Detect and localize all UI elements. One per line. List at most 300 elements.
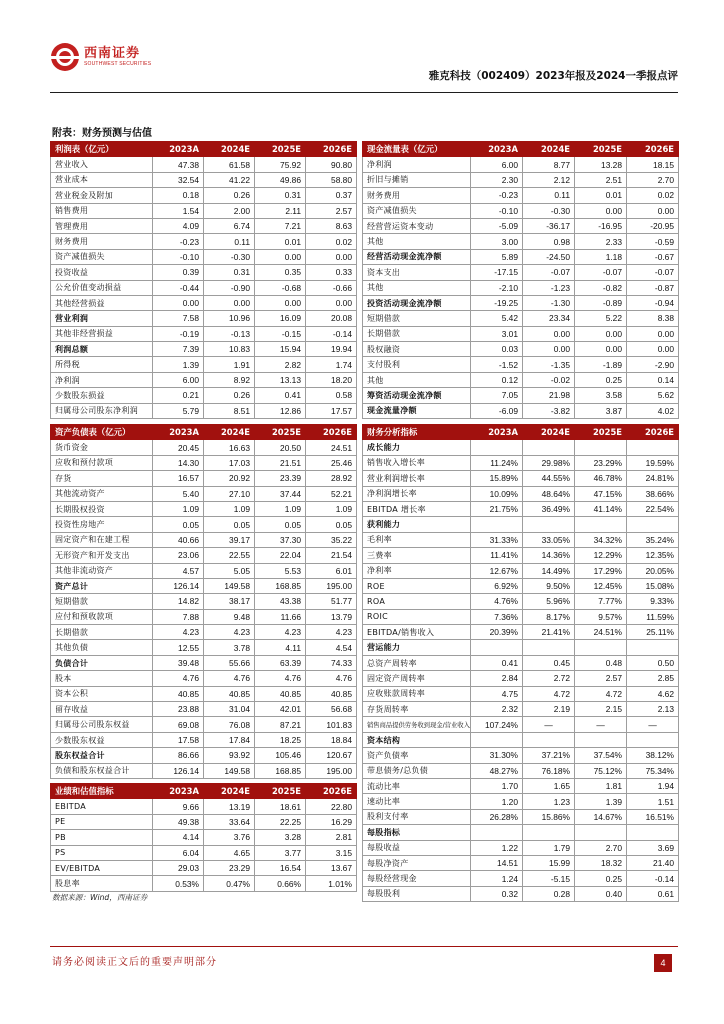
row-value: -16.95: [575, 218, 627, 233]
row-value: 1.91: [204, 357, 255, 372]
row-value: 29.98%: [523, 455, 575, 470]
row-value: 14.67%: [575, 809, 627, 824]
row-value: 0.41: [471, 655, 523, 670]
table-row: [363, 455, 679, 470]
row-label: 股本: [51, 671, 153, 686]
row-value: 4.14: [153, 830, 204, 845]
table-row: [51, 157, 357, 172]
row-value: 4.23: [153, 625, 204, 640]
row-value: 0.00: [575, 342, 627, 357]
row-value: -1.30: [523, 295, 575, 310]
row-value: 0.32: [471, 886, 523, 901]
row-value: 11.24%: [471, 455, 523, 470]
row-value: 0.00: [306, 295, 357, 310]
row-value: 4.65: [204, 845, 255, 860]
row-label: 总资产周转率: [363, 655, 471, 670]
table-row: [51, 830, 357, 845]
row-value: 3.78: [204, 640, 255, 655]
row-label: 支付股利: [363, 357, 471, 372]
table-row: [363, 532, 679, 547]
row-value: 8.77: [523, 157, 575, 172]
row-label: 无形资产和开发支出: [51, 548, 153, 563]
row-label: 每股股利: [363, 886, 471, 901]
row-value: [471, 732, 523, 747]
row-label: 其他非流动资产: [51, 563, 153, 578]
table-row: [363, 871, 679, 886]
row-value: 168.85: [255, 578, 306, 593]
row-value: 5.96%: [523, 594, 575, 609]
table-row: [51, 625, 357, 640]
table-row: [51, 532, 357, 547]
row-value: 8.92: [204, 372, 255, 387]
row-value: -0.82: [575, 280, 627, 295]
row-value: 3.76: [204, 830, 255, 845]
row-label: 营业成本: [51, 172, 153, 187]
row-value: 0.00: [627, 326, 679, 341]
row-value: -0.07: [523, 265, 575, 280]
row-value: 16.57: [153, 471, 204, 486]
row-value: [523, 440, 575, 455]
row-value: 4.76: [204, 671, 255, 686]
row-value: 37.54%: [575, 748, 627, 763]
row-value: 1.54: [153, 203, 204, 218]
row-value: 0.12: [471, 372, 523, 387]
row-label: EBITDA: [51, 799, 153, 814]
row-value: 4.11: [255, 640, 306, 655]
row-label: 带息债务/总负债: [363, 763, 471, 778]
row-value: 34.32%: [575, 532, 627, 547]
row-value: [523, 640, 575, 655]
row-value: 1.18: [575, 249, 627, 264]
row-value: 15.94: [255, 342, 306, 357]
table-row: [51, 295, 357, 310]
row-value: 75.34%: [627, 763, 679, 778]
year-column-header: 2024E: [204, 425, 255, 440]
row-label: 其他: [363, 280, 471, 295]
row-value: 0.25: [575, 372, 627, 387]
year-column-header: 2023A: [153, 784, 204, 799]
row-value: 0.47%: [204, 876, 255, 891]
row-value: 7.58: [153, 311, 204, 326]
row-value: 17.58: [153, 732, 204, 747]
row-label: 存货周转率: [363, 702, 471, 717]
table-row: [363, 655, 679, 670]
row-label: 股息率: [51, 876, 153, 891]
row-value: 0.26: [204, 188, 255, 203]
row-value: 21.98: [523, 388, 575, 403]
footer-divider: [50, 946, 678, 947]
row-value: [523, 825, 575, 840]
row-value: 1.09: [153, 501, 204, 516]
row-value: 0.31: [204, 265, 255, 280]
table-row: [51, 640, 357, 655]
row-value: -0.10: [471, 203, 523, 218]
table-title-header: 财务分析指标: [363, 425, 471, 440]
row-label: 经营营运资本变动: [363, 218, 471, 233]
year-column-header: 2023A: [471, 142, 523, 157]
table-row: [363, 486, 679, 501]
row-label: 固定资产和在建工程: [51, 532, 153, 547]
row-value: -0.44: [153, 280, 204, 295]
row-value: [627, 440, 679, 455]
row-label: 长期借款: [51, 625, 153, 640]
row-value: —: [575, 717, 627, 732]
cash-flow-table: [362, 141, 679, 419]
row-value: -1.89: [575, 357, 627, 372]
row-value: 1.09: [255, 501, 306, 516]
row-label: EV/EBITDA: [51, 860, 153, 875]
row-value: 20.45: [153, 440, 204, 455]
row-value: 0.00: [204, 295, 255, 310]
row-value: [575, 732, 627, 747]
row-value: 2.19: [523, 702, 575, 717]
row-value: 76.08: [204, 717, 255, 732]
row-value: 35.24%: [627, 532, 679, 547]
row-value: 1.51: [627, 794, 679, 809]
table-row: [51, 594, 357, 609]
row-value: 195.00: [306, 578, 357, 593]
row-value: 2.57: [306, 203, 357, 218]
table-row: [51, 860, 357, 875]
year-column-header: 2023A: [153, 425, 204, 440]
row-label: 毛利率: [363, 532, 471, 547]
table-row: [363, 403, 679, 418]
row-value: 1.09: [204, 501, 255, 516]
row-value: 0.01: [255, 234, 306, 249]
table-row: [363, 295, 679, 310]
row-value: 21.54: [306, 548, 357, 563]
table-row: [51, 203, 357, 218]
row-value: 0.45: [523, 655, 575, 670]
row-value: 42.01: [255, 702, 306, 717]
row-value: -0.89: [575, 295, 627, 310]
table-row: [363, 265, 679, 280]
table-row: [363, 855, 679, 870]
table-title-header: 资产负债表（亿元）: [51, 425, 153, 440]
row-value: [471, 640, 523, 655]
table-row: [363, 748, 679, 763]
row-label: 所得税: [51, 357, 153, 372]
row-value: 0.26: [204, 388, 255, 403]
row-value: 3.15: [306, 845, 357, 860]
table-row: [363, 809, 679, 824]
row-value: 20.08: [306, 311, 357, 326]
row-value: 14.36%: [523, 548, 575, 563]
row-label: 资产减值损失: [363, 203, 471, 218]
row-value: 4.75: [471, 686, 523, 701]
row-label: 存货: [51, 471, 153, 486]
row-value: 12.86: [255, 403, 306, 418]
row-value: 0.48: [575, 655, 627, 670]
row-value: 0.05: [153, 517, 204, 532]
row-value: 33.64: [204, 814, 255, 829]
row-value: 1.20: [471, 794, 523, 809]
row-value: 0.31: [255, 188, 306, 203]
row-value: 3.87: [575, 403, 627, 418]
row-value: 18.32: [575, 855, 627, 870]
data-source-note: 数据来源：Wind，西南证券: [52, 893, 148, 902]
row-value: -0.68: [255, 280, 306, 295]
row-value: 14.30: [153, 455, 204, 470]
row-value: 35.22: [306, 532, 357, 547]
row-value: -24.50: [523, 249, 575, 264]
row-value: 9.33%: [627, 594, 679, 609]
row-value: -0.87: [627, 280, 679, 295]
table-row: [51, 265, 357, 280]
table-row: [363, 578, 679, 593]
table-row: [51, 732, 357, 747]
table-row: [51, 501, 357, 516]
row-label: 应付和预收款项: [51, 609, 153, 624]
table-row: [51, 763, 357, 778]
logo-name-cn: 西南证券: [84, 46, 141, 61]
table-title-header: 现金流量表（亿元）: [363, 142, 471, 157]
table-row: [51, 609, 357, 624]
row-value: 0.18: [153, 188, 204, 203]
table-row: [363, 188, 679, 203]
row-value: 9.48: [204, 609, 255, 624]
table-row: [51, 326, 357, 341]
year-column-header: 2025E: [255, 425, 306, 440]
row-value: 0.41: [255, 388, 306, 403]
row-value: 13.79: [306, 609, 357, 624]
row-value: 2.33: [575, 234, 627, 249]
table-row: [363, 218, 679, 233]
row-value: 40.66: [153, 532, 204, 547]
row-label: 资本支出: [363, 265, 471, 280]
row-value: 2.70: [627, 172, 679, 187]
row-value: 0.11: [523, 188, 575, 203]
row-value: 5.42: [471, 311, 523, 326]
row-value: 0.21: [153, 388, 204, 403]
row-value: [627, 825, 679, 840]
row-value: 36.49%: [523, 501, 575, 516]
row-value: 24.51%: [575, 625, 627, 640]
row-value: 1.74: [306, 357, 357, 372]
table-row: [51, 218, 357, 233]
row-value: 47.38: [153, 157, 204, 172]
table-row: [51, 748, 357, 763]
row-value: 38.66%: [627, 486, 679, 501]
table-row: [51, 563, 357, 578]
table-row: [51, 249, 357, 264]
row-value: 40.85: [153, 686, 204, 701]
report-title: 雅克科技（002409）2023年报及2024一季报点评: [428, 70, 678, 82]
row-value: -0.94: [627, 295, 679, 310]
table-row: [363, 342, 679, 357]
row-value: 1.24: [471, 871, 523, 886]
row-value: 4.72: [523, 686, 575, 701]
row-value: 14.82: [153, 594, 204, 609]
table-row: [363, 357, 679, 372]
row-label: 负债合计: [51, 655, 153, 670]
row-value: -20.95: [627, 218, 679, 233]
row-value: -2.90: [627, 357, 679, 372]
row-value: 41.22: [204, 172, 255, 187]
row-value: 0.02: [306, 234, 357, 249]
row-value: 7.21: [255, 218, 306, 233]
row-value: 21.41%: [523, 625, 575, 640]
table-row: [51, 342, 357, 357]
row-value: 40.85: [306, 686, 357, 701]
row-value: 19.59%: [627, 455, 679, 470]
table-row: [363, 517, 679, 532]
row-value: 44.55%: [523, 471, 575, 486]
row-label: ROA: [363, 594, 471, 609]
row-value: 5.40: [153, 486, 204, 501]
row-value: 12.45%: [575, 578, 627, 593]
table-row: [363, 203, 679, 218]
row-value: 90.80: [306, 157, 357, 172]
row-value: 51.77: [306, 594, 357, 609]
row-value: 23.88: [153, 702, 204, 717]
row-value: [575, 517, 627, 532]
row-label: 每股净资产: [363, 855, 471, 870]
row-value: 31.33%: [471, 532, 523, 547]
table-row: [363, 471, 679, 486]
row-value: 3.00: [471, 234, 523, 249]
row-value: 7.39: [153, 342, 204, 357]
row-label: 资本结构: [363, 732, 471, 747]
row-value: 6.92%: [471, 578, 523, 593]
row-label: ROIC: [363, 609, 471, 624]
row-label: 净利润: [51, 372, 153, 387]
table-row: [51, 517, 357, 532]
row-value: 9.57%: [575, 609, 627, 624]
table-row: [363, 249, 679, 264]
table-row: [363, 763, 679, 778]
row-label: 每股指标: [363, 825, 471, 840]
row-label: 其他流动资产: [51, 486, 153, 501]
row-value: 37.30: [255, 532, 306, 547]
row-label: 利润总额: [51, 342, 153, 357]
row-value: -0.14: [306, 326, 357, 341]
row-value: 2.12: [523, 172, 575, 187]
valuation-table: [50, 783, 357, 892]
row-value: 23.29: [204, 860, 255, 875]
row-value: [627, 732, 679, 747]
row-value: -0.30: [204, 249, 255, 264]
table-row: [51, 655, 357, 670]
row-value: [471, 440, 523, 455]
appendix-title: 附表：财务预测与估值: [52, 128, 152, 139]
row-value: 9.50%: [523, 578, 575, 593]
row-label: 其他: [363, 234, 471, 249]
row-label: EBITDA 增长率: [363, 501, 471, 516]
row-value: 0.00: [255, 249, 306, 264]
row-label: 股东权益合计: [51, 748, 153, 763]
row-value: 8.63: [306, 218, 357, 233]
row-value: 4.76: [255, 671, 306, 686]
row-value: -0.67: [627, 249, 679, 264]
row-value: 63.39: [255, 655, 306, 670]
table-row: [363, 594, 679, 609]
year-column-header: 2025E: [255, 784, 306, 799]
table-row: [51, 234, 357, 249]
table-row: [363, 686, 679, 701]
row-value: 149.58: [204, 578, 255, 593]
row-value: 0.58: [306, 388, 357, 403]
table-row: [363, 172, 679, 187]
row-value: 0.53%: [153, 876, 204, 891]
row-label: 货币资金: [51, 440, 153, 455]
row-value: 17.84: [204, 732, 255, 747]
row-value: 15.86%: [523, 809, 575, 824]
row-value: 40.85: [255, 686, 306, 701]
row-value: 6.74: [204, 218, 255, 233]
table-row: [51, 372, 357, 387]
row-label: 负债和股东权益合计: [51, 763, 153, 778]
row-label: PB: [51, 830, 153, 845]
row-value: 4.57: [153, 563, 204, 578]
row-value: 23.29%: [575, 455, 627, 470]
row-value: 40.85: [204, 686, 255, 701]
row-value: 4.02: [627, 403, 679, 418]
row-value: 2.13: [627, 702, 679, 717]
row-value: 1.81: [575, 778, 627, 793]
table-row: [363, 563, 679, 578]
row-label: 净利润增长率: [363, 486, 471, 501]
row-value: 22.54%: [627, 501, 679, 516]
row-value: 11.59%: [627, 609, 679, 624]
row-value: 48.27%: [471, 763, 523, 778]
row-value: -0.59: [627, 234, 679, 249]
row-value: 49.38: [153, 814, 204, 829]
row-value: 17.57: [306, 403, 357, 418]
row-label: 流动比率: [363, 778, 471, 793]
row-value: 0.25: [575, 871, 627, 886]
row-value: 0.00: [153, 295, 204, 310]
row-value: 0.66%: [255, 876, 306, 891]
page-header: [50, 42, 678, 90]
row-value: 15.08%: [627, 578, 679, 593]
table-row: [363, 501, 679, 516]
row-value: 10.96: [204, 311, 255, 326]
row-value: 39.17: [204, 532, 255, 547]
row-label: 投资性房地产: [51, 517, 153, 532]
row-label: 资产负债率: [363, 748, 471, 763]
row-value: 0.98: [523, 234, 575, 249]
row-value: 5.22: [575, 311, 627, 326]
row-value: 18.25: [255, 732, 306, 747]
row-value: 6.00: [471, 157, 523, 172]
row-label: 获利能力: [363, 517, 471, 532]
row-value: 17.03: [204, 455, 255, 470]
row-value: 31.30%: [471, 748, 523, 763]
row-value: 3.28: [255, 830, 306, 845]
row-value: 52.21: [306, 486, 357, 501]
row-label: 公允价值变动损益: [51, 280, 153, 295]
row-value: 17.29%: [575, 563, 627, 578]
row-label: 资产减值损失: [51, 249, 153, 264]
row-value: -5.15: [523, 871, 575, 886]
row-value: 0.00: [627, 342, 679, 357]
row-value: 7.36%: [471, 609, 523, 624]
row-value: 13.19: [204, 799, 255, 814]
row-value: 4.09: [153, 218, 204, 233]
row-value: 3.69: [627, 840, 679, 855]
row-value: 0.00: [523, 342, 575, 357]
row-label: 其他负债: [51, 640, 153, 655]
row-label: PS: [51, 845, 153, 860]
row-value: 1.39: [153, 357, 204, 372]
row-value: -0.23: [153, 234, 204, 249]
row-value: 1.79: [523, 840, 575, 855]
table-row: [51, 548, 357, 563]
table-title-header: 业绩和估值指标: [51, 784, 153, 799]
row-value: 21.40: [627, 855, 679, 870]
row-value: [627, 517, 679, 532]
